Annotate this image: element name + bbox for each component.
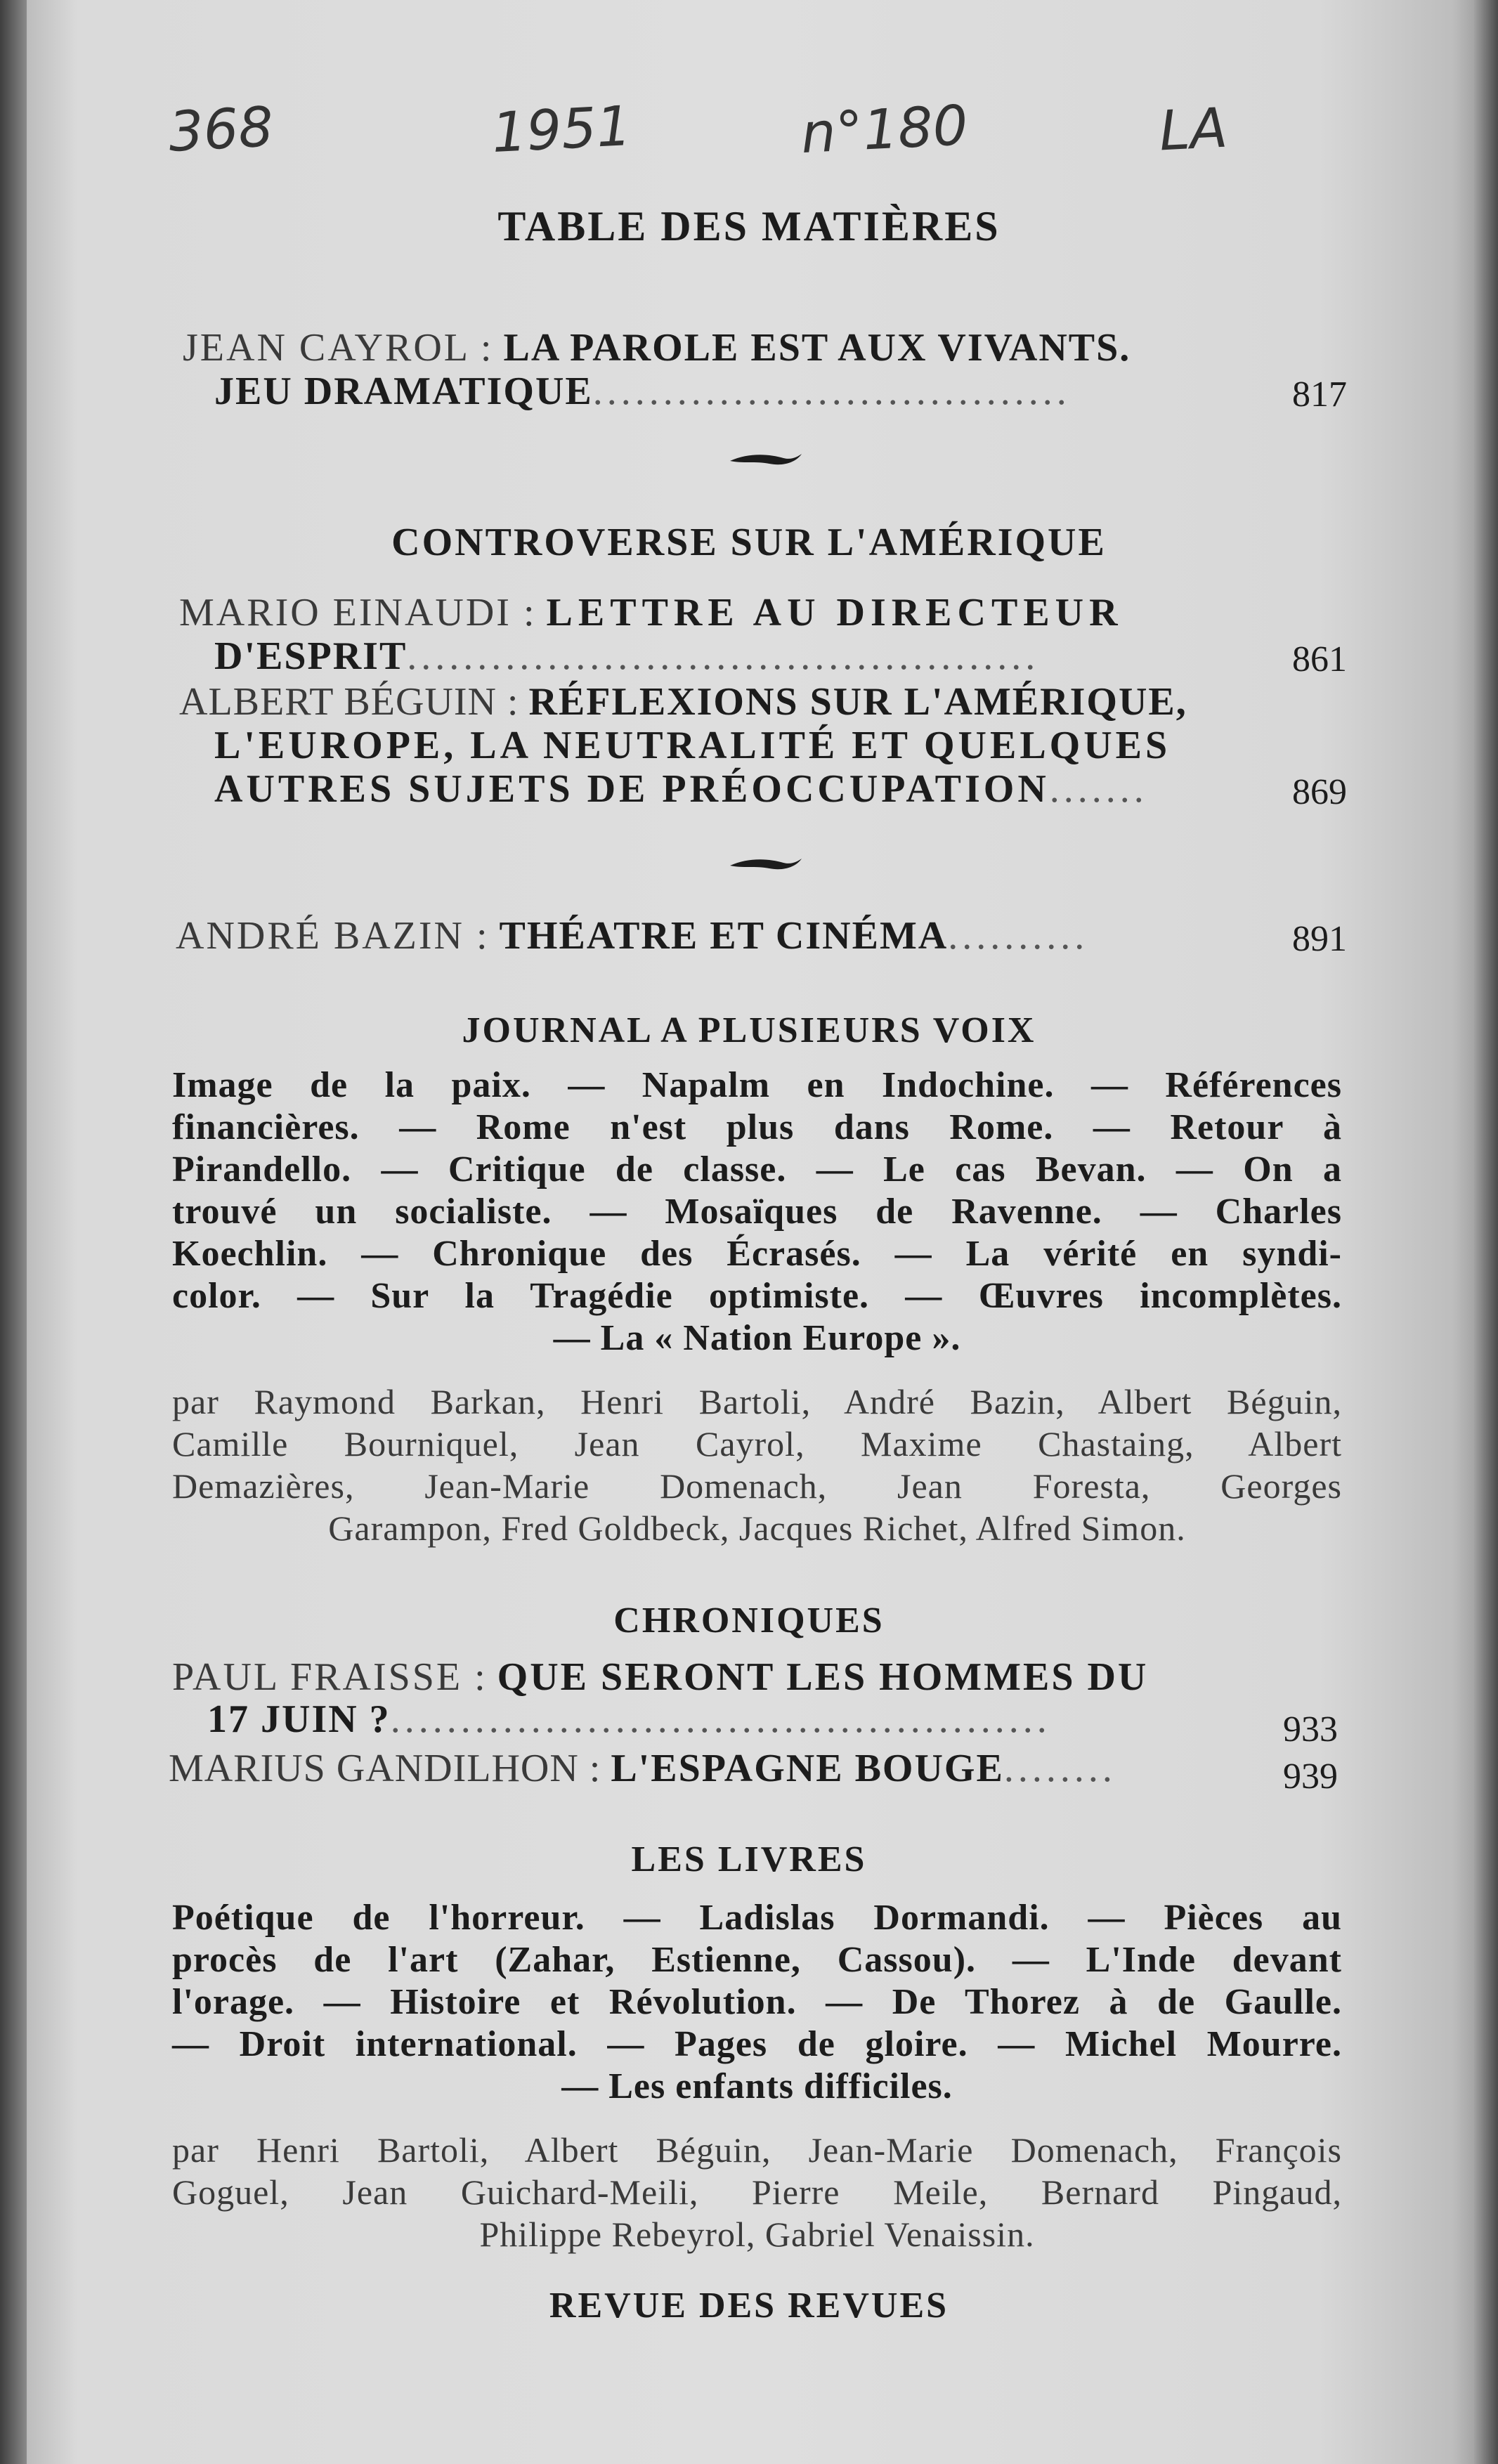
ornament-flourish [727,856,805,873]
leader-dots: ............................................. [407,634,1040,678]
journal-authors-line: Demazières, Jean-Marie Domenach, Jean Foresta, Georges [172,1466,1342,1506]
journal-line: Pirandello. — Critique de classe. — Le cas Bevan. — On a [172,1149,1342,1189]
entry-title-line: JEU DRAMATIQUE [214,370,593,413]
toc-entry-bazin[interactable] [176,913,1088,958]
livres-line: — Droit international. — Pages de gloire. — Michel Mourre. [172,2024,1342,2064]
book-spine-shadow [0,0,27,2464]
page-number: 933 [1283,1709,1338,1749]
toc-entry-beguin-cont [214,723,1171,768]
journal-line: Image de la paix. — Napalm en Indochine. — Références [172,1065,1342,1105]
livres-line: — Les enfants difficiles. [561,2066,953,2106]
journal-line: Koechlin. — Chronique des Écrasés. — La vérité en syndi- [172,1234,1342,1274]
toc-entry-einaudi-cont [214,634,1039,679]
page-number: 891 [1292,919,1347,959]
ornament-flourish [727,451,805,468]
journal-line: financières. — Rome n'est plus dans Rome. — Retour à [172,1107,1342,1147]
page-number: 869 [1292,772,1347,812]
entry-author: ALBERT BÉGUIN : [179,680,519,724]
livres-authors-line: Philippe Rebeyrol, Gabriel Venaissin. [479,2215,1035,2254]
page-title: TABLE DES MATIÈRES [497,203,1001,249]
page-number: 817 [1292,374,1347,415]
page-number: 939 [1283,1756,1338,1797]
entry-author: PAUL FRAISSE : [172,1655,488,1699]
entry-author: MARIO EINAUDI : [179,591,537,634]
entry-title-line: LETTRE AU DIRECTEUR [546,591,1124,634]
toc-entry-gandilhon[interactable] [169,1746,1116,1791]
livres-line: procès de l'art (Zahar, Estienne, Cassou). — L'Inde devant [172,1940,1342,1980]
entry-author: MARIUS GANDILHON : [169,1747,601,1790]
handwritten-note-issue: n°180 [799,93,970,167]
section-heading-revue: REVUE DES REVUES [549,2286,949,2326]
section-heading-controverse: CONTROVERSE SUR L'AMÉRIQUE [391,521,1107,564]
handwritten-note-number: 368 [167,96,275,164]
leader-dots: ........ [1003,1747,1116,1790]
entry-author: JEAN CAYROL : [183,326,494,370]
journal-line: color. — Sur la Tragédie optimiste. — Œuvres incomplètes. [172,1276,1342,1316]
entry-title-line: RÉFLEXIONS SUR L'AMÉRIQUE, [528,680,1187,724]
page-edge-shadow [1474,0,1498,2464]
livres-line: Poétique de l'horreur. — Ladislas Dormandi. — Pièces au [172,1898,1342,1938]
toc-entry-cayrol-cont [214,369,1071,414]
entry-title-line: THÉATRE ET CINÉMA [499,914,949,958]
leader-dots: .......... [948,914,1089,958]
section-heading-chroniques: CHRONIQUES [613,1601,885,1641]
entry-title-line: L'ESPAGNE BOUGE [611,1747,1004,1790]
journal-authors-line: Camille Bourniquel, Jean Cayrol, Maxime Chastaing, Albert [172,1424,1342,1464]
entry-title-line: AUTRES SUJETS DE PRÉOCCUPATION [214,767,1050,811]
leader-dots: ............................................... [390,1697,1051,1741]
journal-line: trouvé un socialiste. — Mosaïques de Ravenne. — Charles [172,1192,1342,1232]
journal-authors-line: Garampon, Fred Goldbeck, Jacques Richet, Alfred Simon. [328,1508,1186,1548]
section-heading-journal: JOURNAL A PLUSIEURS VOIX [462,1010,1036,1050]
toc-entry-beguin-cont2 [214,767,1148,811]
handwritten-note-initials: LA [1157,96,1230,164]
entry-title-line: QUE SERONT LES HOMMES DU [497,1655,1149,1699]
livres-authors-line: Goguel, Jean Guichard-Meili, Pierre Meile, Bernard Pingaud, [172,2172,1342,2212]
section-heading-livres: LES LIVRES [631,1839,867,1879]
journal-authors-line: par Raymond Barkan, Henri Bartoli, André Bazin, Albert Béguin, [172,1382,1342,1421]
page-number: 861 [1292,639,1347,679]
leader-dots: .................................. [592,370,1071,413]
entry-title-line: L'EUROPE, LA NEUTRALITÉ ET QUELQUES [214,724,1171,767]
toc-entry-fraisse-cont [207,1697,1051,1742]
handwritten-note-year: 1951 [490,94,633,166]
entry-title-line: D'ESPRIT [214,634,408,678]
leader-dots: ....... [1049,767,1148,811]
journal-line: — La « Nation Europe ». [553,1318,961,1358]
entry-author: ANDRÉ BAZIN : [176,914,490,958]
entry-title-line: LA PAROLE EST AUX VIVANTS. [503,326,1131,370]
entry-title-line: 17 JUIN ? [207,1697,391,1741]
toc-entry-beguin[interactable] [179,679,1187,724]
toc-entry-fraisse[interactable] [172,1655,1148,1700]
toc-entry-cayrol[interactable] [183,325,1131,370]
livres-authors-line: par Henri Bartoli, Albert Béguin, Jean-Marie Domenach, François [172,2130,1342,2170]
livres-line: l'orage. — Histoire et Révolution. — De Thorez à de Gaulle. [172,1982,1342,2022]
toc-entry-einaudi[interactable] [179,590,1124,635]
